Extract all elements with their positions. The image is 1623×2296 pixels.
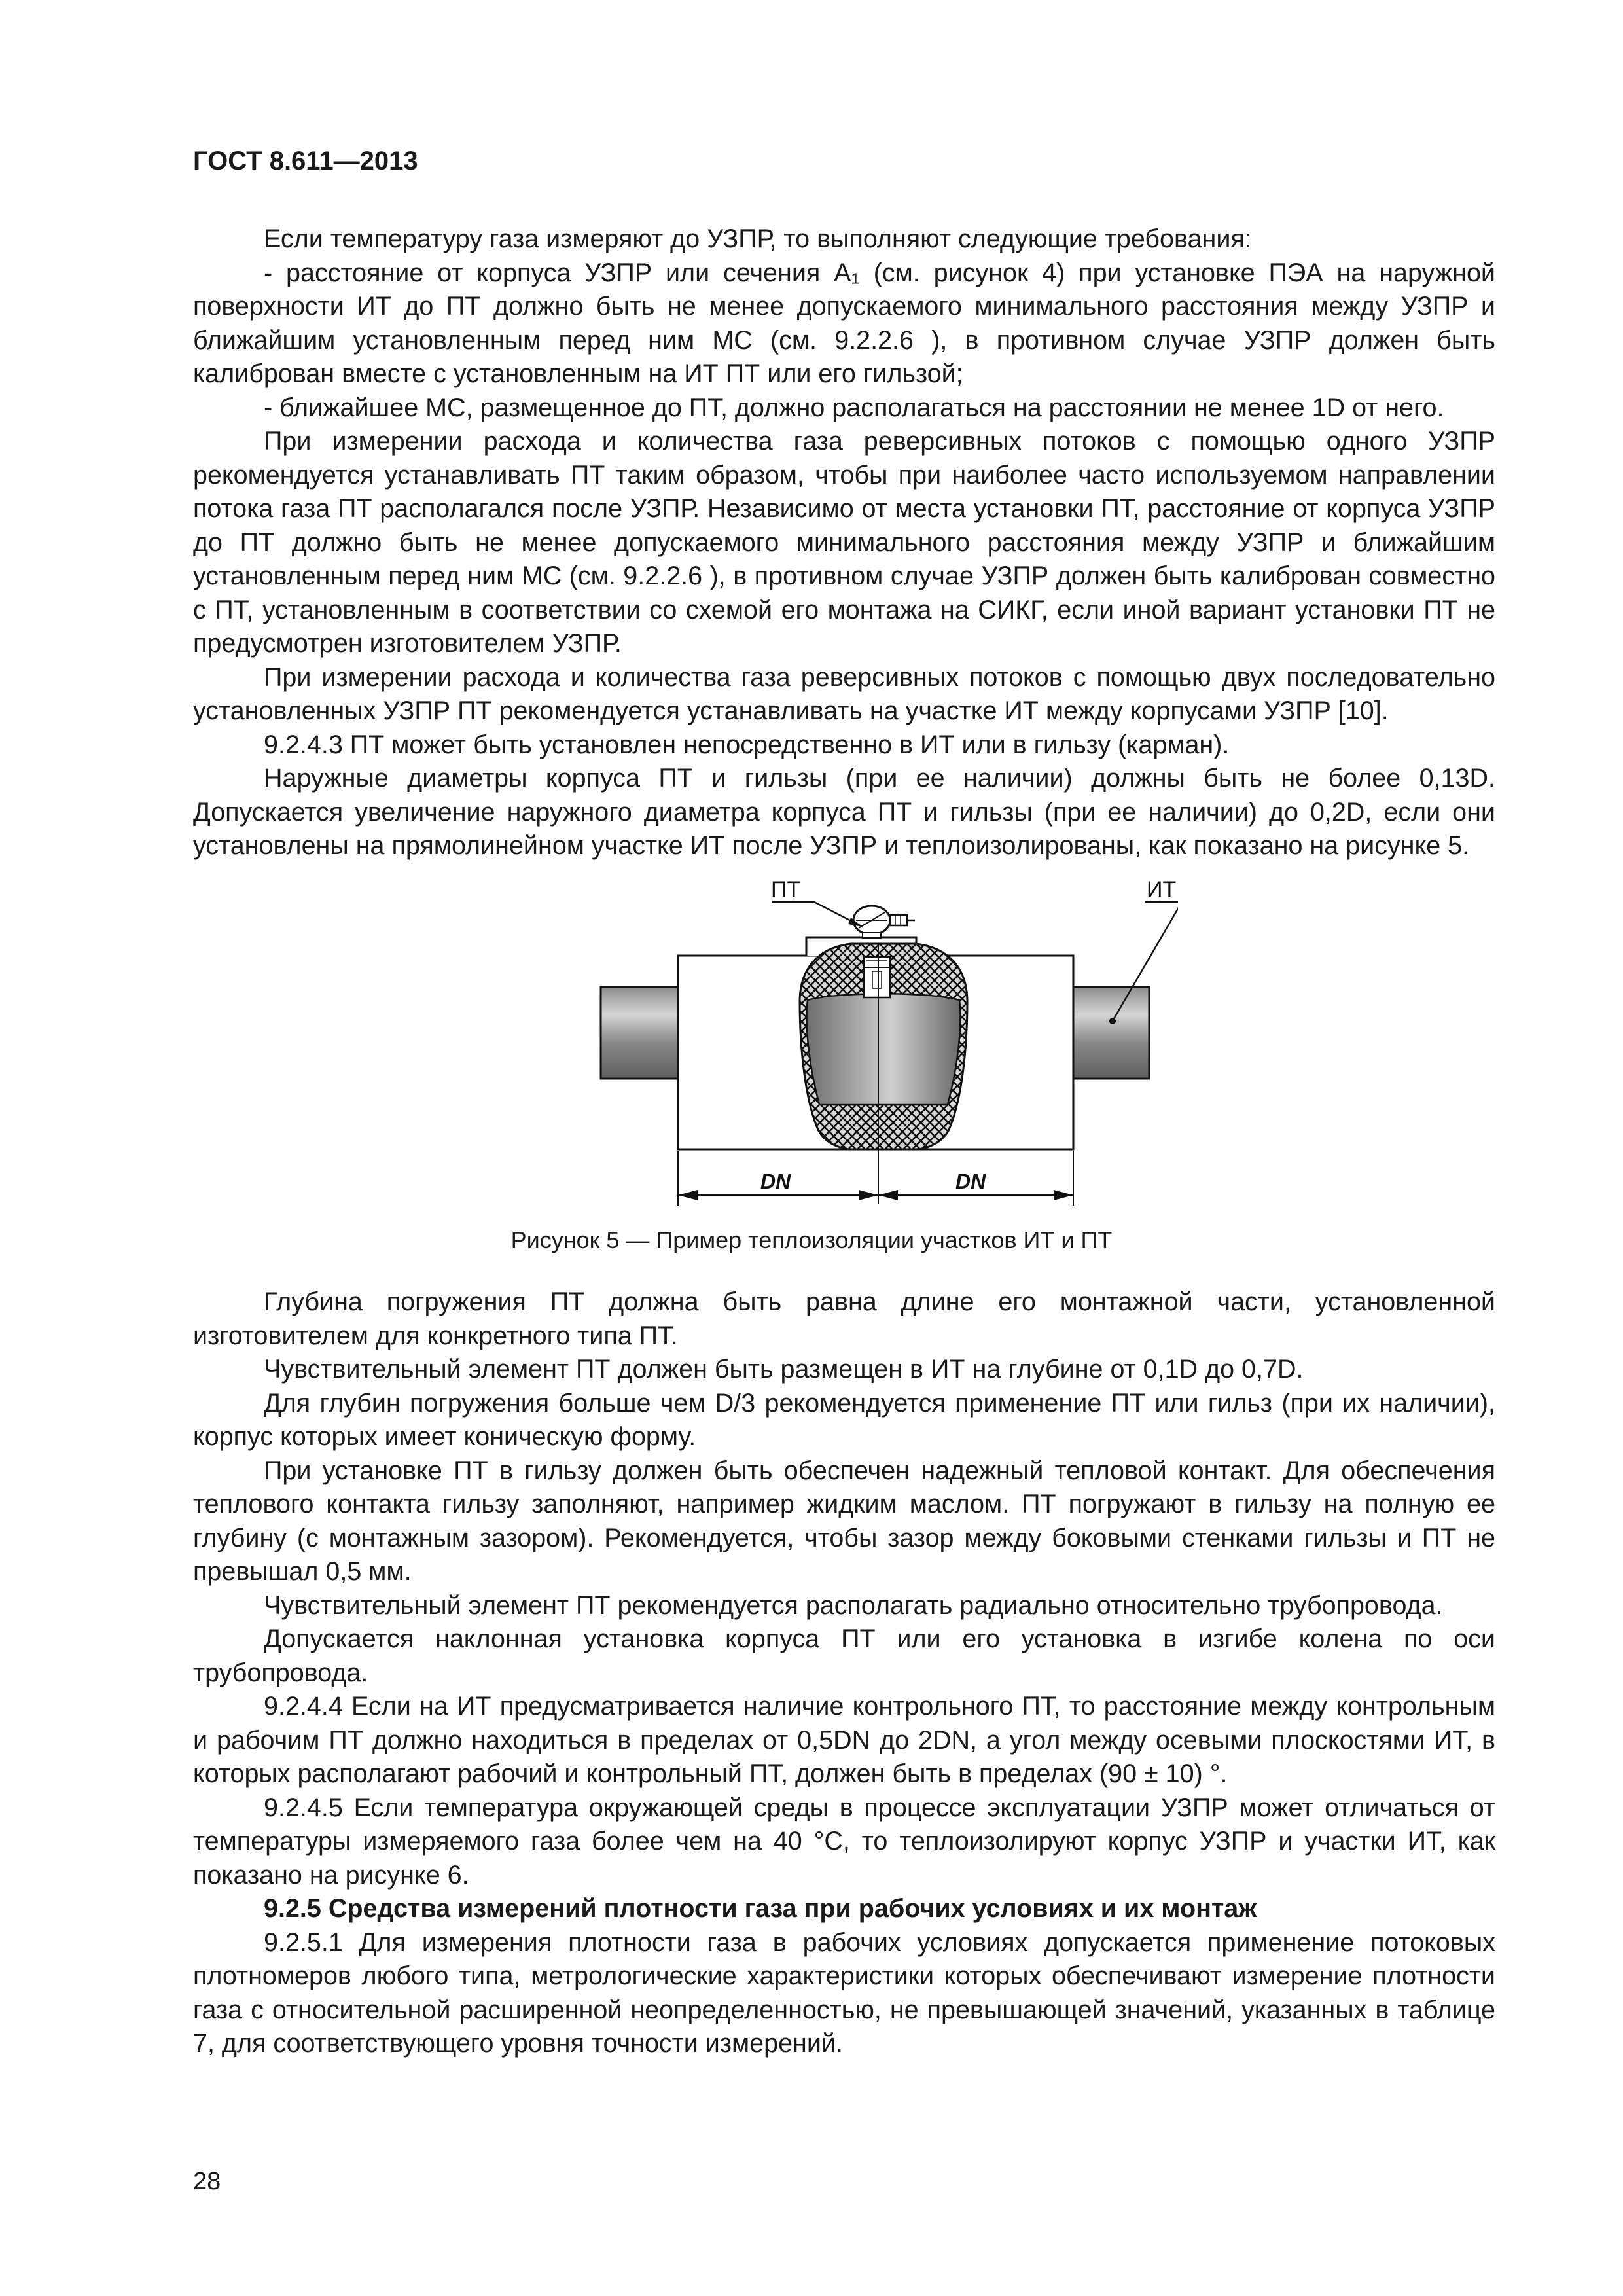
paragraph: 9.2.4.4 Если на ИТ предусматривается наличие контрольного ПТ, то расстояние между контрольным и рабочим ПТ должно находиться в пределах от 0,5DN до 2DN, а угол между осевыми плоскостями ИТ, в которых располагают рабочий и контрольный ПТ, должен быть в пределах (90 ± 10) °. [193,1692,1495,1788]
right-pipe [1073,987,1149,1079]
paragraph: При установке ПТ в гильзу должен быть обеспечен надежный тепловой контакт. Для обеспечения теплового контакта гильзу заполняют, например жидким маслом. ПТ погружают в гильзу на полную ее глубину (с монтажным зазором). Рекомендуется, чтобы зазор между боковыми стенками гильзы и ПТ не превышал 0,5 мм. [193,1456,1495,1586]
paragraph: 9.2.4.5 Если температура окружающей среды в процессе эксплуатации УЗПР может отличаться от температуры измеряемого газа более чем на 40 °С, то теплоизолируют корпус УЗПР и участки ИТ, как показано на рисунке 6. [193,1793,1495,1890]
inner-pipe-section [807,994,961,1105]
text-block-after-figure [193,1285,1495,2061]
paragraph: Для глубин погружения больше чем D/3 рекомендуется применение ПТ или гильз (при их наличии), корпус которых имеет коническую форму. [193,1388,1495,1451]
label-pt: ПТ [771,877,801,902]
section-heading: 9.2.5 Средства измерений плотности газа при рабочих условиях и их монтаж [264,1894,1257,1923]
figure-5-insulation-diagram [589,867,1178,1224]
dimension-label-dn: DN [760,1170,791,1193]
paragraph: Если температуру газа измеряют до УЗПР, то выполняют следующие требования: [264,224,1252,253]
text-block-before-figure [193,223,1495,863]
label-it: ИТ [1147,877,1177,902]
left-pipe [601,987,678,1079]
dimension-label-dn: DN [955,1170,986,1193]
paragraph: - ближайшее МС, размещенное до ПТ, должно располагаться на расстоянии не менее 1D от него. [264,393,1444,422]
paragraph: 9.2.5.1 Для измерения плотности газа в рабочих условиях допускается применение потоковых плотномеров любого типа, метрологические характеристики которых обеспечивают измерение плотности газа с относительной расширенной неопределенностью, не превышающей значений, указанных в таблице 7, для соответствующего уровня точности измерений. [193,1928,1495,2058]
paragraph: Наружные диаметры корпуса ПТ и гильзы (при ее наличии) должны быть не более 0,13D. Допускается увеличение наружного диаметра корпуса ПТ и гильзы (при ее наличии) до 0,2D, если они установлены на прямолинейном участке ИТ после УЗПР и теплоизолированы, как показано на рисунке 5. [193,764,1495,860]
paragraph: 9.2.4.3 ПТ может быть установлен непосредственно в ИТ или в гильзу (карман). [264,730,1230,759]
paragraph: Чувствительный элемент ПТ должен быть размещен в ИТ на глубине от 0,1D до 0,7D. [264,1355,1304,1384]
paragraph: - расстояние от корпуса УЗПР или сечения A₁ (см. рисунок 4) при установке ПЭА на наружной поверхности ИТ до ПТ должно быть не менее допускаемого минимального расстояния между УЗПР и ближайшим установленным перед ним МС (см. 9.2.2.6 ), в противном случае УЗПР должен быть калиброван вместе с установленным на ИТ ПТ или его гильзой; [193,258,1495,388]
paragraph: Чувствительный элемент ПТ рекомендуется располагать радиально относительно трубопровода. [264,1590,1443,1620]
paragraph: При измерении расхода и количества газа реверсивных потоков с помощью двух последовательно установленных УЗПР ПТ рекомендуется устанавливать на участке ИТ между корпусами УЗПР [10]. [193,662,1495,725]
paragraph: Допускается наклонная установка корпуса ПТ или его установка в изгибе колена по оси трубопровода. [193,1624,1495,1687]
paragraph: Глубина погружения ПТ должна быть равна длине его монтажной части, установленной изготовителем для конкретного типа ПТ. [193,1287,1495,1350]
paragraph: При измерении расхода и количества газа реверсивных потоков с помощью одного УЗПР рекомендуется устанавливать ПТ таким образом, чтобы при наиболее часто используемом направлении потока газа ПТ располагался после УЗПР. Независимо от места установки ПТ, расстояние от корпуса УЗПР до ПТ должно быть не менее допускаемого минимального расстояния между УЗПР и ближайшим установленным перед ним МС (см. 9.2.2.6 ), в противном случае УЗПР должен быть калиброван совместно с ПТ, установленным в соответствии со схемой его монтажа на СИКГ, если иной вариант установки ПТ не предусмотрен изготовителем УЗПР. [193,427,1495,658]
document-header: ГОСТ 8.611—2013 [193,147,418,175]
page-number: 28 [193,2168,221,2195]
figure-caption: Рисунок 5 — Пример теплоизоляции участков ИТ и ПТ [510,1227,1113,1253]
